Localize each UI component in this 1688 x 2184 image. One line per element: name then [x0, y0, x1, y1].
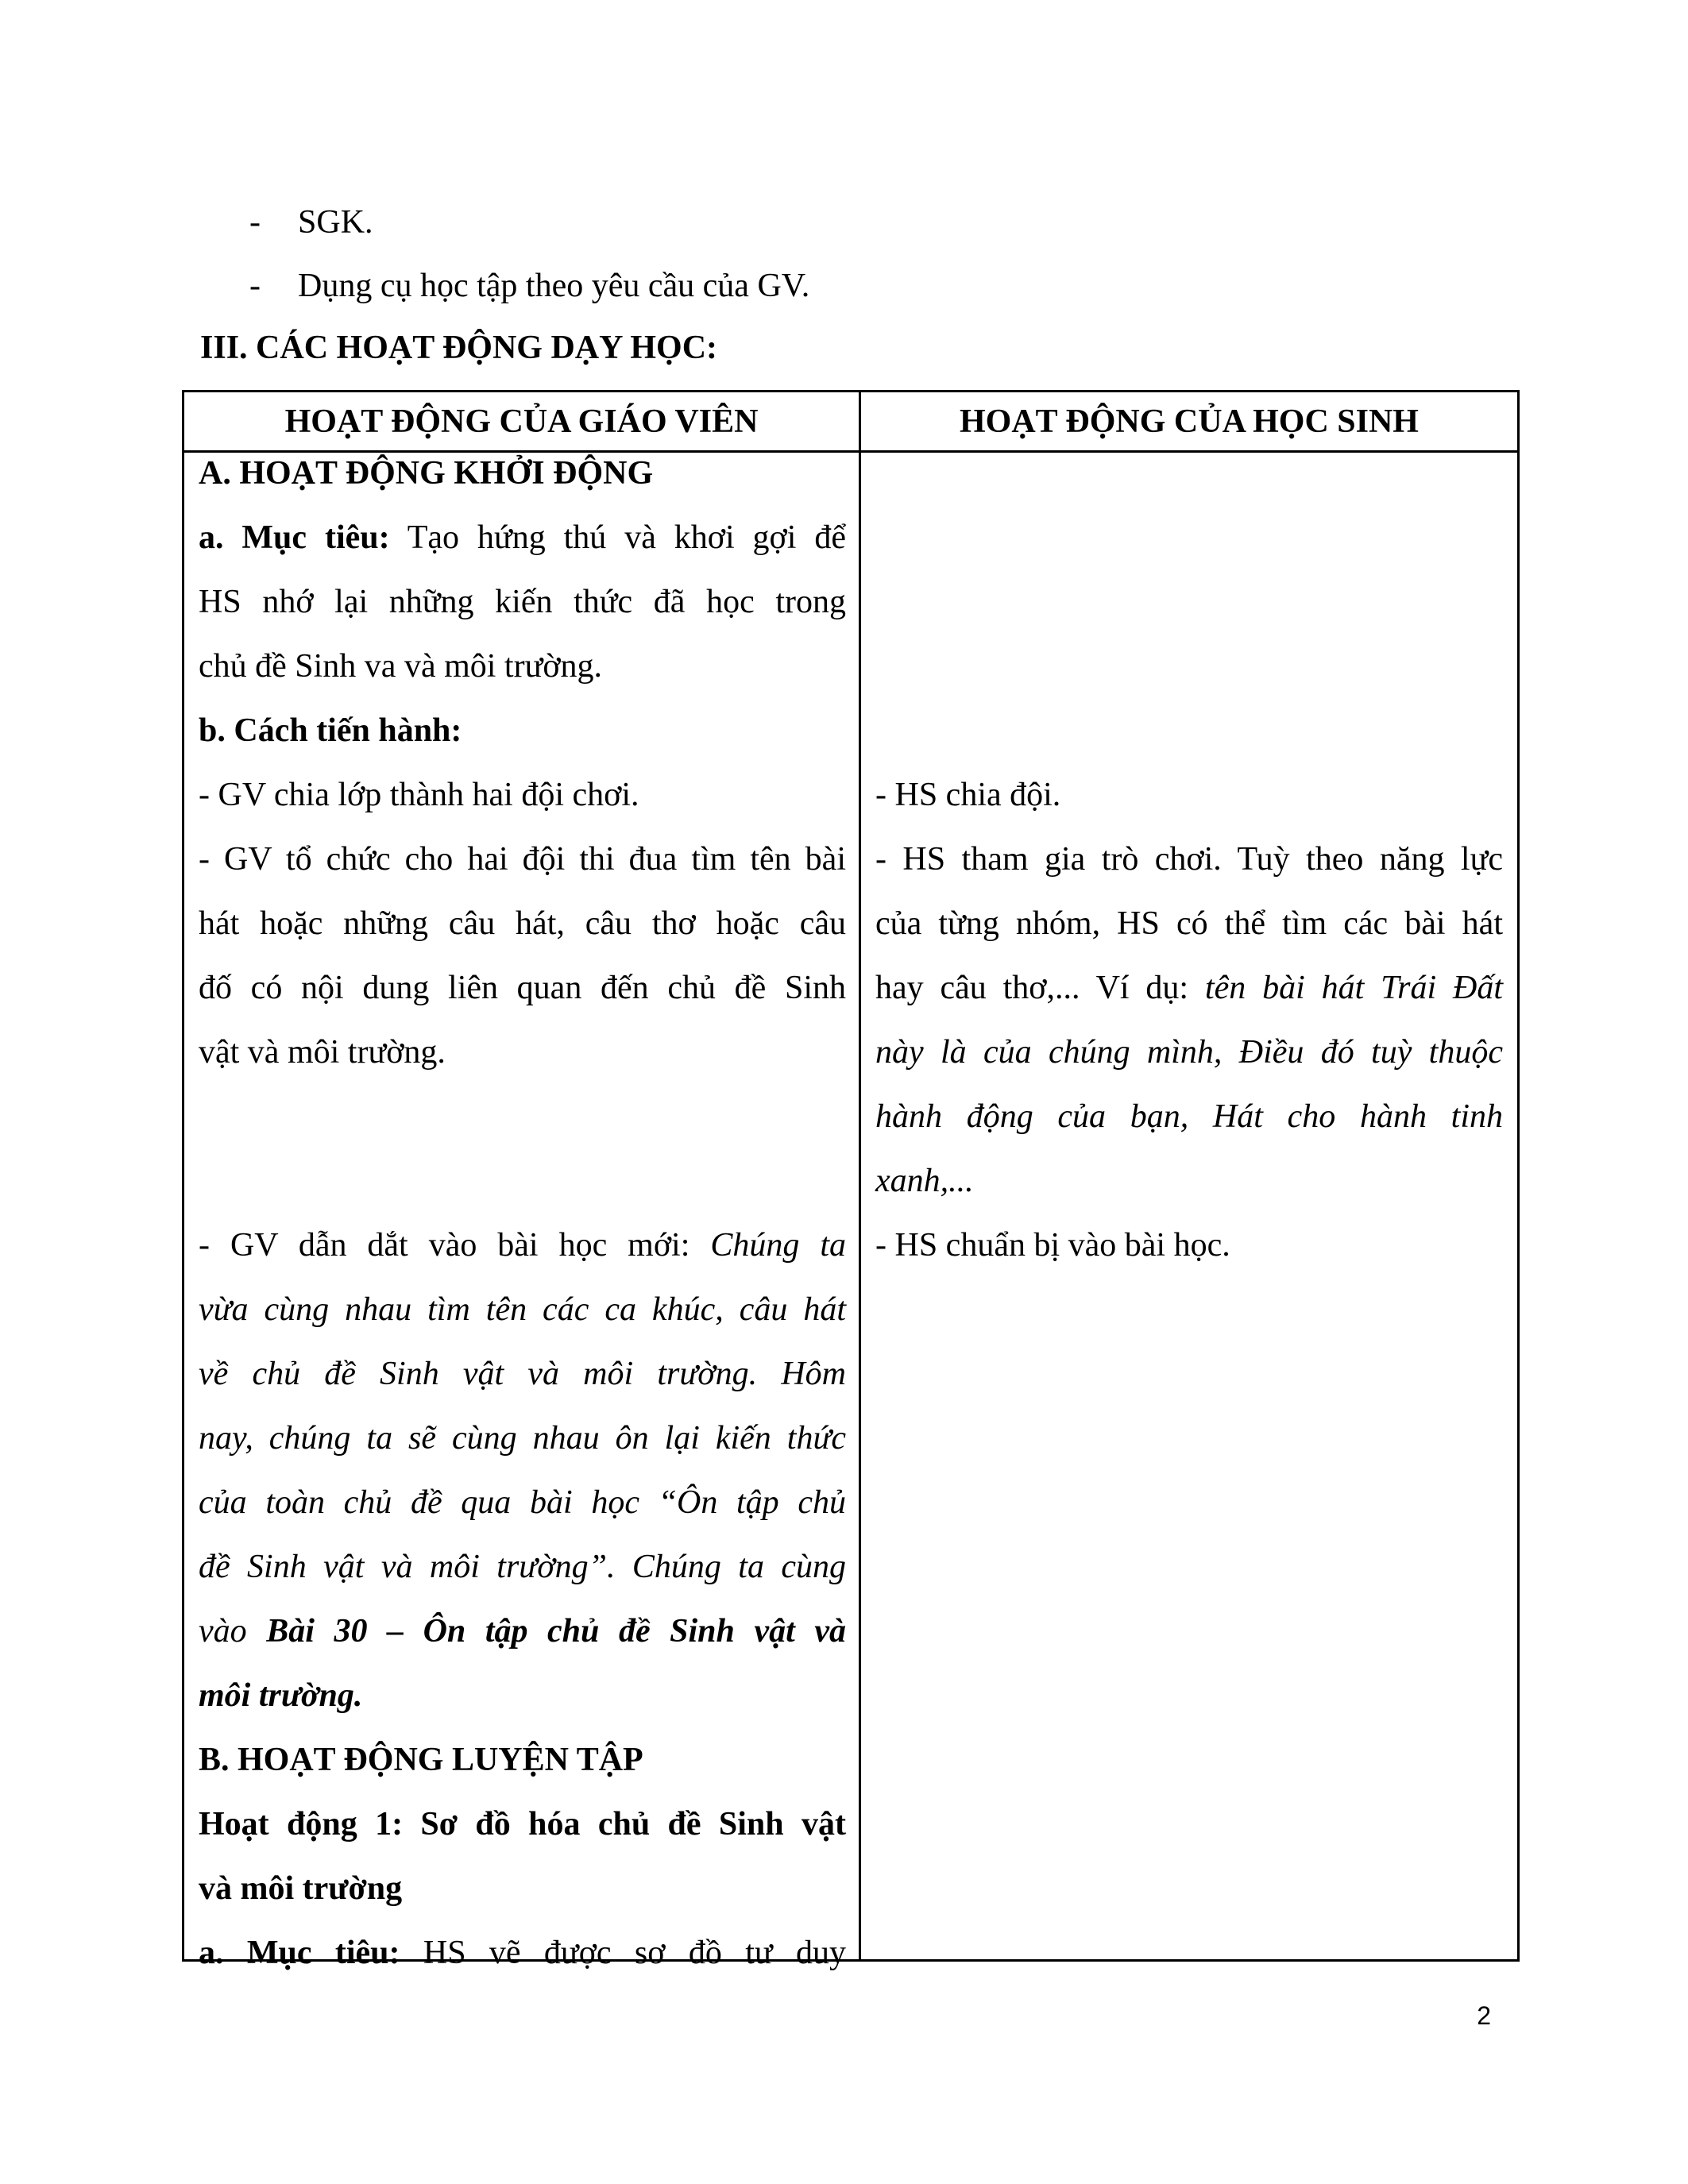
student-step: - HS chia đội. [875, 777, 1061, 813]
teacher-quote: vừa cùng nhau tìm tên các ca khúc, câu hát [199, 1291, 846, 1328]
bullet-dash: - [249, 268, 261, 304]
table-column-divider [859, 390, 861, 1962]
heading-warmup: A. HOẠT ĐỘNG KHỞI ĐỘNG [199, 455, 654, 492]
teacher-step: - GV chia lớp thành hai đội chơi. [199, 777, 639, 813]
objective-label: a. Mục tiêu: [199, 519, 390, 556]
objective-text: HS nhớ lại những kiến thức đã học trong [199, 584, 846, 620]
teacher-step: đố có nội dung liên quan đến chủ đề Sinh [199, 970, 846, 1006]
teacher-step: - GV tổ chức cho hai đội thi đua tìm tên bài [199, 841, 846, 878]
page-number: 2 [1477, 2001, 1491, 2030]
section-heading: III. CÁC HOẠT ĐỘNG DẠY HỌC: [200, 330, 718, 366]
student-step: - HS chuẩn bị vào bài học. [875, 1227, 1230, 1264]
student-step: hay câu thơ,... Ví dụ: [875, 970, 1205, 1006]
teacher-quote: của toàn chủ đề qua bài học “Ôn tập chủ [199, 1484, 846, 1521]
teacher-step: vật và môi trường. [199, 1034, 446, 1071]
song-examples: này là của chúng mình, Điều đó tuỳ thuộc [875, 1034, 1503, 1071]
teacher-step: - GV dẫn dắt vào bài học mới: [199, 1227, 711, 1264]
objective-text: Tạo hứng thú và khơi gợi để [389, 519, 846, 556]
header-student-activity: HOẠT ĐỘNG CỦA HỌC SINH [960, 403, 1419, 440]
lesson-title: môi trường. [199, 1677, 363, 1714]
teacher-activity-column [199, 442, 846, 1985]
teacher-step: hát hoặc những câu hát, câu thơ hoặc câu [199, 905, 846, 942]
student-activity-column [875, 763, 1503, 1278]
teacher-quote: Chúng ta [710, 1227, 847, 1264]
table-border-left [182, 390, 184, 1962]
teacher-quote: vào [199, 1613, 267, 1650]
header-teacher-activity: HOẠT ĐỘNG CỦA GIÁO VIÊN [284, 403, 759, 440]
lesson-title: Bài 30 – Ôn tập chủ đề Sinh vật và [266, 1613, 846, 1650]
song-examples: hành động của bạn, Hát cho hành tinh [875, 1098, 1503, 1135]
song-examples: tên bài hát Trái Đất [1204, 970, 1504, 1006]
objective-text: chủ đề Sinh va và môi trường. [199, 648, 603, 685]
song-examples: xanh,... [875, 1163, 974, 1199]
objective-label: a. Mục tiêu: [199, 1935, 400, 1971]
heading-practice: B. HOẠT ĐỘNG LUYỆN TẬP [199, 1742, 643, 1778]
activity-1-title: Hoạt động 1: Sơ đồ hóa chủ đề Sinh vật [199, 1806, 846, 1843]
bullet-item-sgk: SGK. [298, 204, 373, 241]
procedure-label: b. Cách tiến hành: [199, 712, 462, 749]
student-step: của từng nhóm, HS có thể tìm các bài hát [875, 905, 1503, 942]
teacher-quote: đề Sinh vật và môi trường”. Chúng ta cùng [199, 1549, 846, 1585]
activity-1-title: và môi trường [199, 1870, 403, 1907]
bullet-item-tools: Dụng cụ học tập theo yêu cầu của GV. [298, 268, 810, 304]
teacher-quote: nay, chúng ta sẽ cùng nhau ôn lại kiến thức [199, 1420, 846, 1457]
student-step: - HS tham gia trò chơi. Tuỳ theo năng lực [875, 841, 1503, 878]
table-border-right [1517, 390, 1520, 1962]
objective-text: HS vẽ được sơ đồ tư duy [400, 1935, 846, 1971]
teacher-quote: về chủ đề Sinh vật và môi trường. Hôm [199, 1356, 846, 1392]
bullet-dash: - [249, 204, 261, 241]
